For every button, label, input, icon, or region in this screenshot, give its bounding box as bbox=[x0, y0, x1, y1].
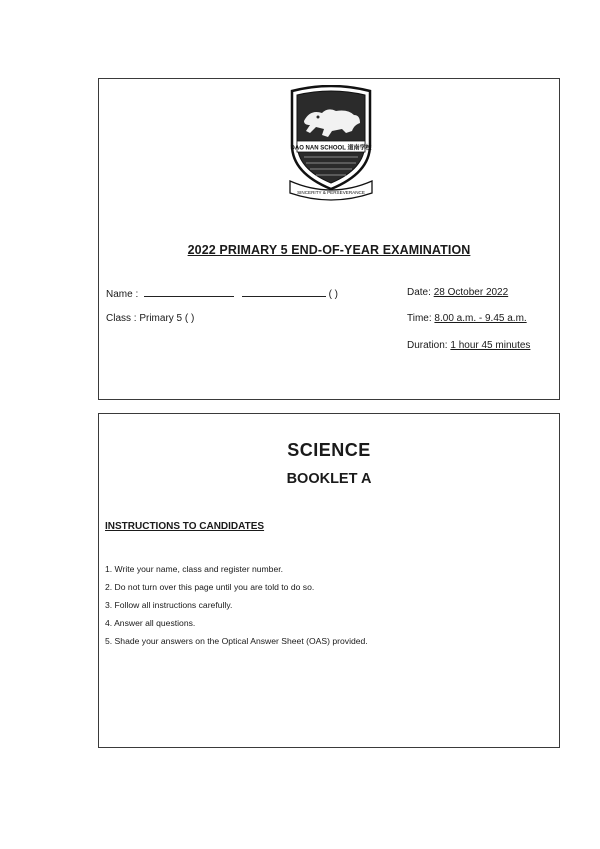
svg-text:SINCERITY & PERSEVERANCE: SINCERITY & PERSEVERANCE bbox=[297, 190, 365, 195]
exam-title: 2022 PRIMARY 5 END-OF-YEAR EXAMINATION bbox=[187, 243, 471, 257]
register-number-paren: ( ) bbox=[328, 289, 339, 300]
name-blank-2 bbox=[242, 287, 326, 297]
time-value: 8.00 a.m. - 9.45 a.m. bbox=[434, 313, 527, 324]
instruction-item: 3. Follow all instructions carefully. bbox=[105, 600, 233, 610]
class-field: Class : Primary 5 ( ) bbox=[106, 313, 195, 324]
instruction-item: 4. Answer all questions. bbox=[105, 618, 196, 628]
name-label: Name : bbox=[106, 289, 139, 300]
svg-text:DAO NAN SCHOOL 道南学校: DAO NAN SCHOOL 道南学校 bbox=[290, 145, 372, 152]
instruction-item: 2. Do not turn over this page until you are told to do so. bbox=[105, 582, 315, 592]
school-crest-icon bbox=[288, 85, 374, 203]
date-field bbox=[407, 287, 508, 298]
time-field bbox=[407, 313, 527, 324]
instructions-heading: INSTRUCTIONS TO CANDIDATES bbox=[105, 521, 265, 532]
header-box bbox=[98, 78, 560, 400]
date-value: 28 October 2022 bbox=[433, 287, 509, 298]
time-label: Time: bbox=[407, 313, 432, 324]
name-field bbox=[106, 287, 338, 300]
duration-field bbox=[407, 340, 530, 351]
subject-box bbox=[98, 413, 560, 748]
instruction-item: 1. Write your name, class and register number. bbox=[105, 564, 284, 574]
date-label: Date: bbox=[407, 287, 431, 298]
instructions-list bbox=[105, 560, 368, 650]
booklet-label: BOOKLET A bbox=[286, 471, 372, 487]
instruction-item: 5. Shade your answers on the Optical Answer Sheet (OAS) provided. bbox=[105, 636, 368, 646]
subject-title: SCIENCE bbox=[287, 440, 371, 460]
duration-value: 1 hour 45 minutes bbox=[450, 340, 531, 351]
duration-label: Duration: bbox=[407, 340, 448, 351]
name-blank bbox=[144, 287, 234, 297]
